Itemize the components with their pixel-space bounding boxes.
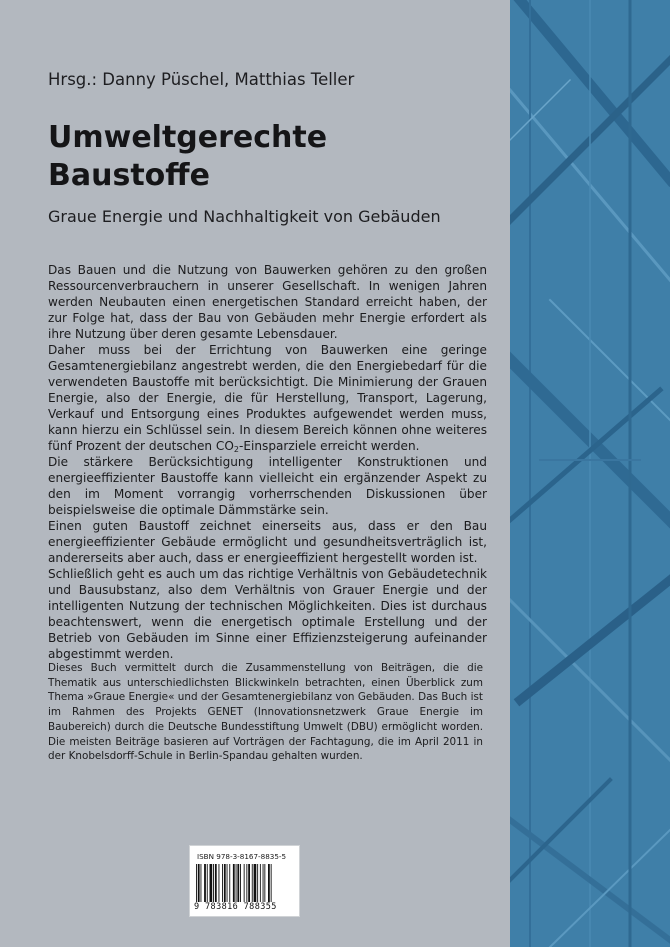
editors-line: Hrsg.: Danny Püschel, Matthias Teller [48,70,355,89]
decorative-blue-stripe [510,0,670,947]
title-line-1: Umweltgerechte [48,120,328,155]
isbn-label: ISBN 978-3-8167-8835-5 [197,852,287,861]
barcode-digits: 9 783816 788355 [194,902,277,912]
barcode-bars-icon [195,864,294,902]
architecture-pattern-icon [510,0,670,947]
blurb-paragraph-2 [48,342,487,454]
book-summary [48,661,483,764]
blurb-paragraph-4: Einen guten Baustoff zeichnet einerseits aus, dass er den Bau energieeffizienter Gebäude ermöglicht und gesundheitsverträglich ist, andererseits aber auch, dass er energieeffizient hergestellt worden ist. [48,519,487,565]
book-title [48,119,488,195]
blurb-paragraph-5: Schließlich geht es auch um das richtige Verhältnis von Gebäudetechnik und Bausubstanz, also dem Verhältnis von Grauer Energie und der intelligenten Nutzung der technischen Möglichkeiten. Dies ist durchaus beachtenswert, wenn die energetisch optimale Erstellung und der Betrieb von Gebäuden im Sinne einer Effizienzsteigerung aufeinander abgestimmt werden. [48,567,487,661]
blurb-paragraph-2-part-b: -Einsparziele erreicht werden. [239,439,420,453]
summary-paragraph: Dieses Buch vermittelt durch die Zusammenstellung von Beiträgen, die die Thematik aus unterschiedlichsten Blickwinkeln betrachten, einen Überblick zum Thema »Graue Energie« und der Gesamtenergiebilanz von Gebäuden. Das Buch ist im Rahmen des Projekts GENET (Innovationsnetzwerk Graue Energie im Baubereich) durch die Deutsche Bundesstiftung Umwelt (DBU) ermöglicht worden. Die meisten Beiträge basieren auf Vorträgen der Fachtagung, die im April 2011 in der Knobelsdorff-Schule in Berlin-Spandau gehalten wurden. [48,662,483,763]
co2-subscript: 2 [233,445,239,454]
blurb-paragraph-1: Das Bauen und die Nutzung von Bauwerken gehören zu den großen Ressourcenverbrauchern in unserer Gesellschaft. In wenigen Jahren werden Neubauten einen energetischen Standard erreicht haben, der zur Folge hat, dass der Bau von Gebäuden mehr Energie erfordert als ihre Nutzung über deren gesamte Lebensdauer. [48,263,487,341]
book-subtitle: Graue Energie und Nachhaltigkeit von Gebäuden [48,207,441,226]
blurb-text [48,262,487,662]
isbn-barcode [189,845,300,917]
title-line-2: Baustoffe [48,158,210,193]
blurb-paragraph-3: Die stärkere Berücksichtigung intelligenter Konstruktionen und energieeffizienter Baustoffe kann vielleicht ein ergänzender Aspekt zu den im Moment vorrangig vorherrschenden Diskussionen über beispielsweise die optimale Dämmstärke sein. [48,455,487,517]
blurb-paragraph-2-part-a: Daher muss bei der Errichtung von Bauwerken eine geringe Gesamtenergiebilanz angestrebt werden, die den Energiebedarf für die verwendeten Baustoffe mit berücksichtigt. Die Minimierung der Grauen Energie, also der Energie, die für Herstellung, Transport, Lagerung, Verkauf und Entsorgung eines Produktes aufgewendet werden muss, kann hierzu ein Schlüssel sein. In diesem Bereich können ohne weiteres fünf Prozent der deutschen CO [48,343,487,453]
